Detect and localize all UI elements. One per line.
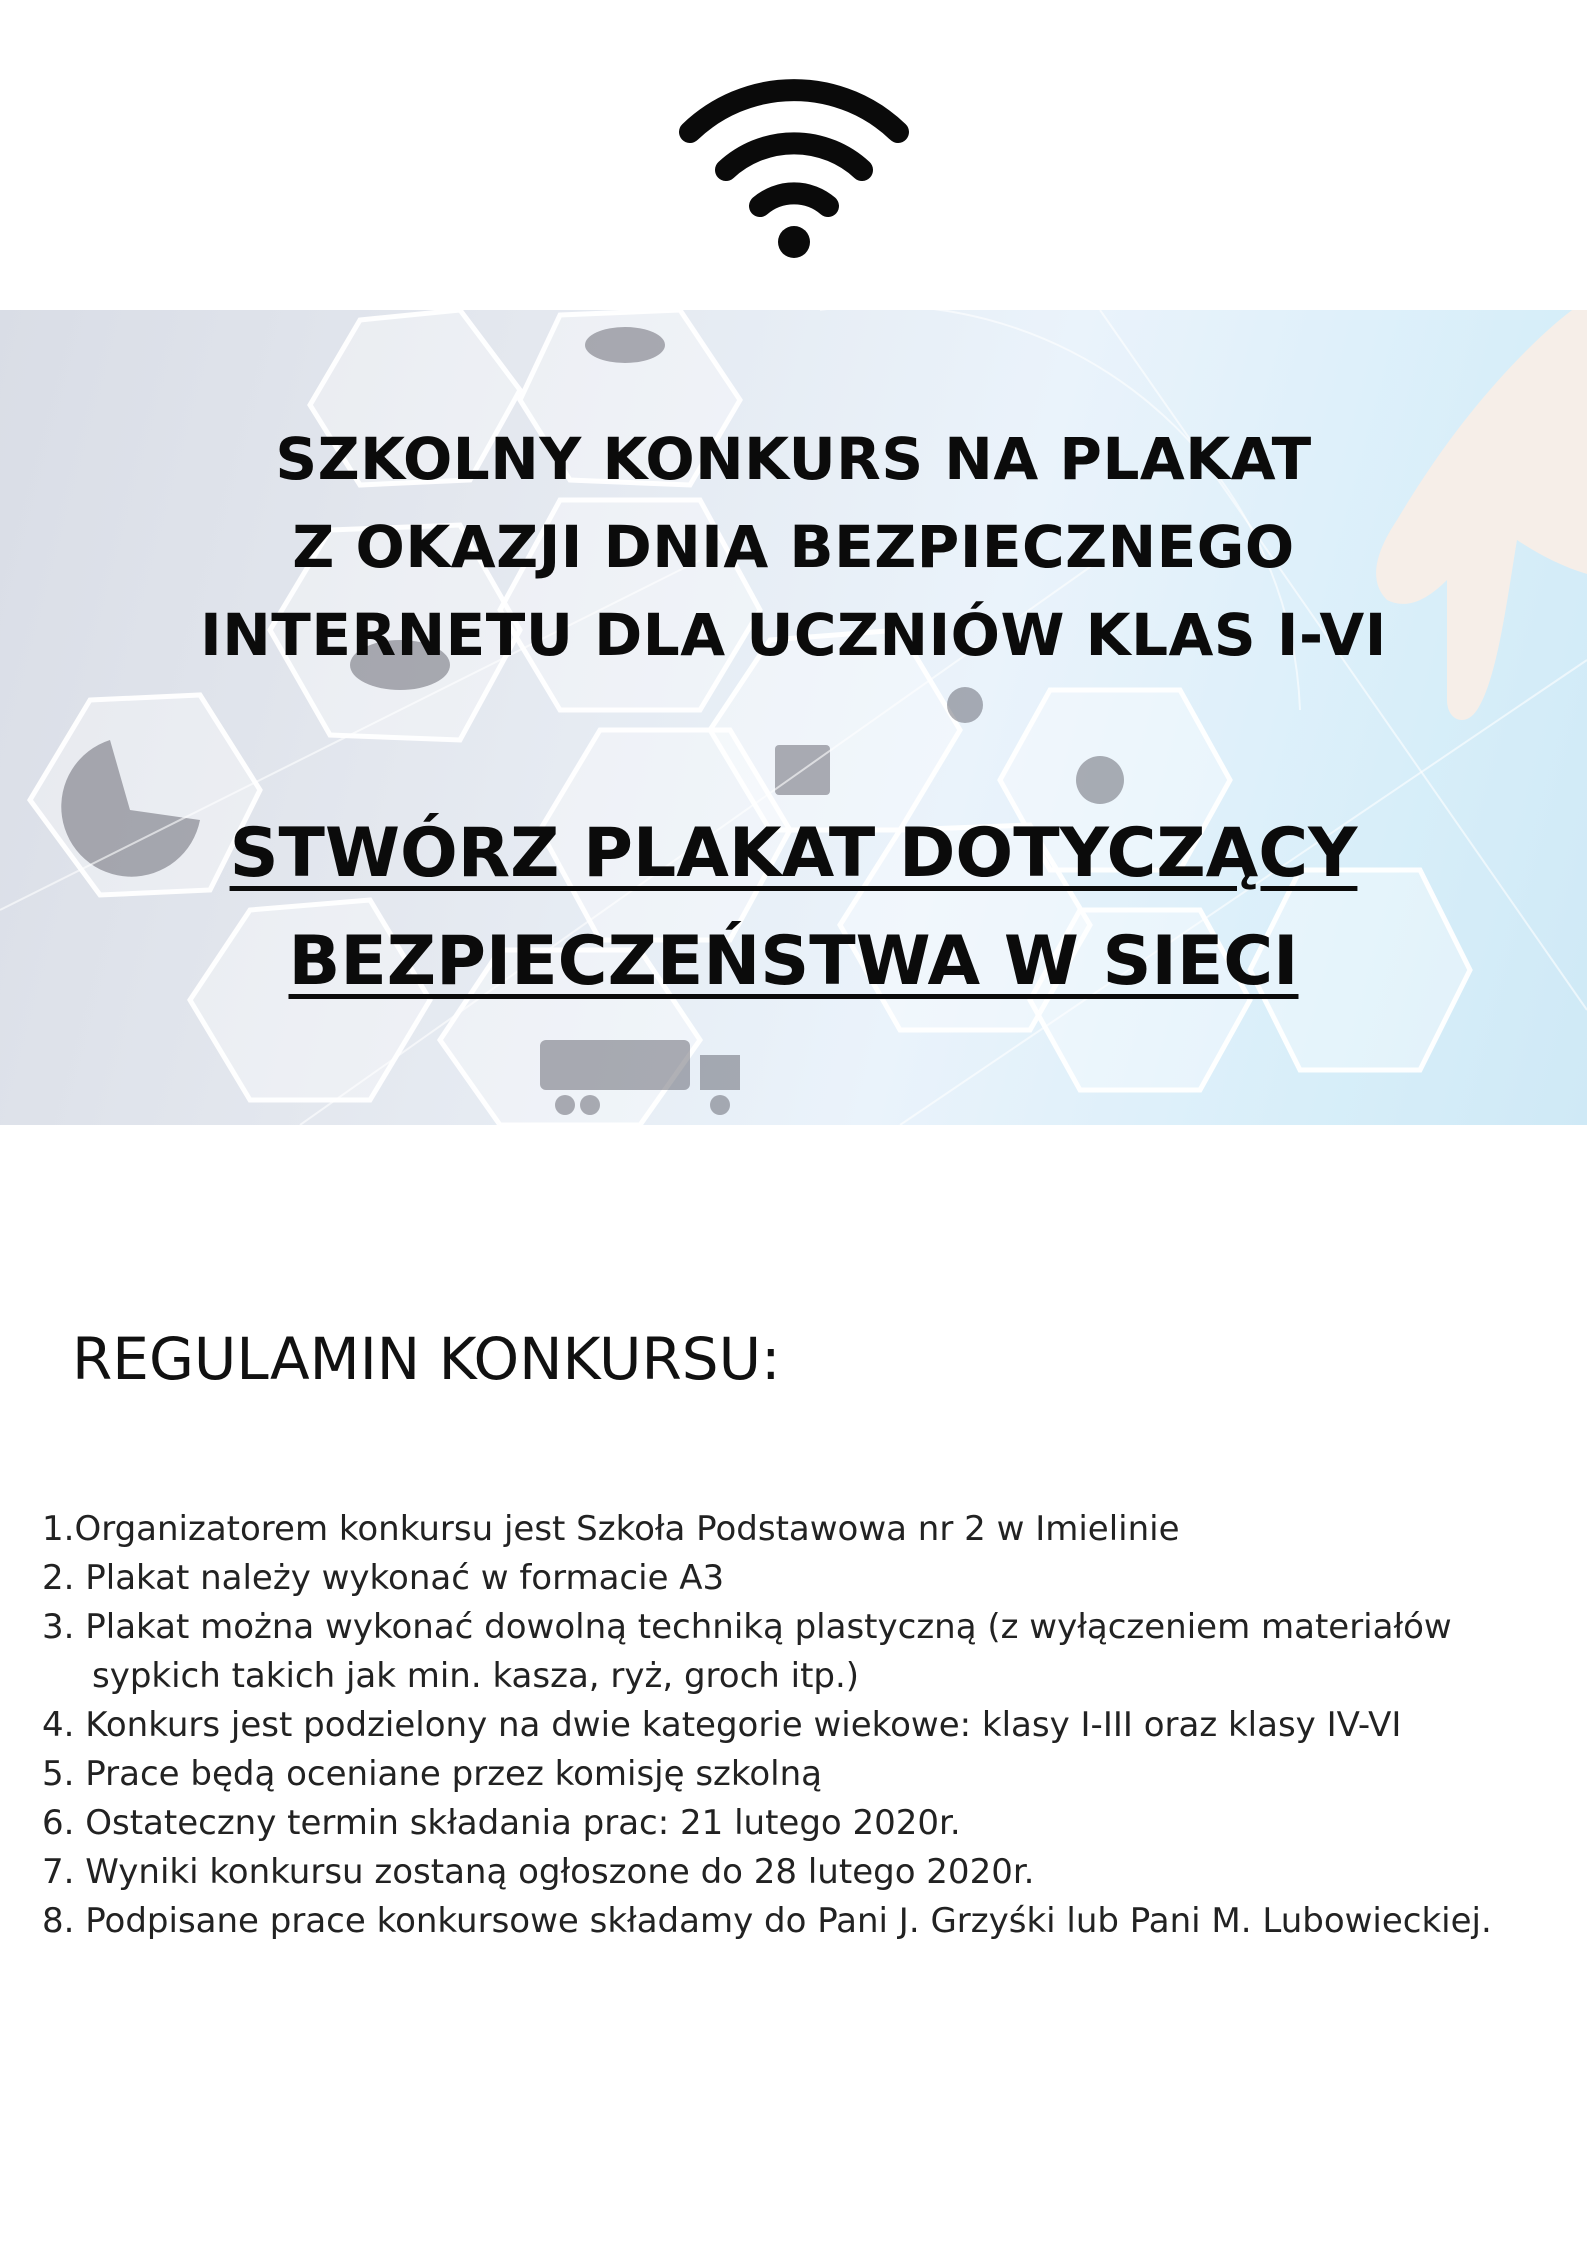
rule-item: 4. Konkurs jest podzielony na dwie kategorie wiekowe: klasy I-III oraz klasy IV-VI <box>42 1705 1402 1745</box>
rule-item: 3. Plakat można wykonać dowolną techniką plastyczną (z wyłączeniem materiałów <box>42 1607 1452 1647</box>
hero-banner <box>0 310 1587 1125</box>
headline-line: INTERNETU DLA UCZNIÓW KLAS I-VI <box>200 601 1387 669</box>
wifi-icon <box>674 70 914 260</box>
rule-item: 7. Wyniki konkursu zostaną ogłoszone do 28 lutego 2020r. <box>42 1852 1035 1892</box>
rules-title: REGULAMIN KONKURSU: <box>72 1325 781 1393</box>
headline-line: Z OKAZJI DNIA BEZPIECZNEGO <box>292 513 1295 581</box>
rule-item: 2. Plakat należy wykonać w formacie A3 <box>42 1558 725 1598</box>
rule-item: 8. Podpisane prace konkursowe składamy do Pani J. Grzyśki lub Pani M. Lubowieckiej. <box>42 1901 1492 1941</box>
contest-headline <box>0 415 1587 679</box>
rules-list <box>42 1505 1552 1946</box>
rule-item: 1.Organizatorem konkursu jest Szkoła Podstawowa nr 2 w Imielinie <box>42 1509 1180 1549</box>
rule-item: 5. Prace będą oceniane przez komisję szkolną <box>42 1754 823 1794</box>
cta-line: BEZPIECZEŃSTWA W SIECI <box>288 922 1299 1001</box>
rule-item-continuation: sypkich takich jak min. kasza, ryż, groch itp.) <box>92 1656 860 1696</box>
headline-line: SZKOLNY KONKURS NA PLAKAT <box>275 425 1312 493</box>
cta-line: STWÓRZ PLAKAT DOTYCZĄCY <box>229 814 1358 893</box>
wifi-icon-container <box>0 70 1587 270</box>
rule-item: 6. Ostateczny termin składania prac: 21 lutego 2020r. <box>42 1803 961 1843</box>
contest-call-to-action <box>0 800 1587 1016</box>
